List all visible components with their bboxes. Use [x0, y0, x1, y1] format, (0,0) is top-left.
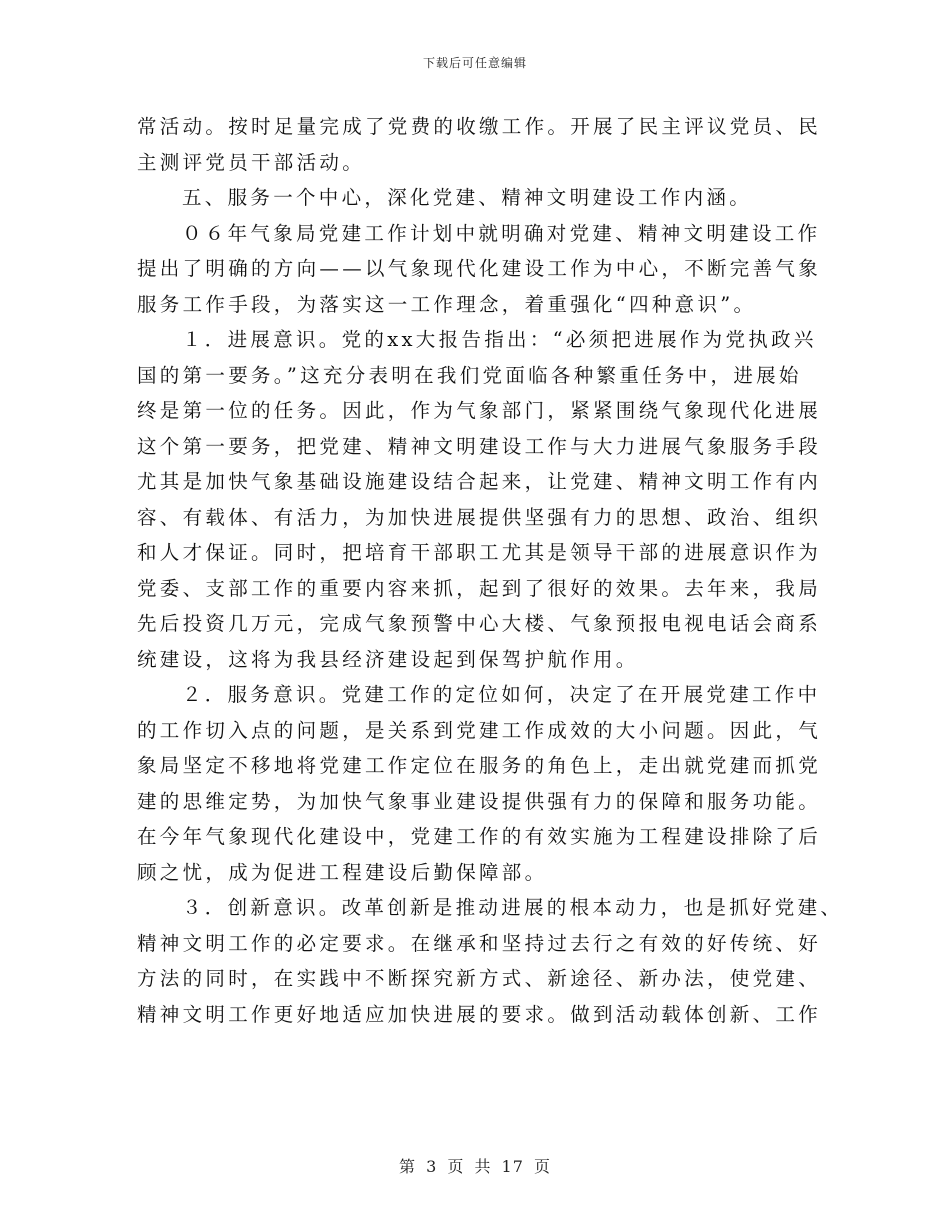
text-line: 服务工作手段，为落实这一工作理念，着重强化“四种意识”。	[137, 292, 757, 316]
text-line: 终是第一位的任务。因此，作为气象部门，紧紧围绕气象现代化进展	[137, 399, 822, 422]
text-line: ０６年气象局党建工作计划中就明确对党建、精神文明建设工作	[182, 221, 821, 245]
text-line: ３．创新意识。改革创新是推动进展的根本动力，也是抓好党建、	[182, 896, 844, 919]
text-line: 象局坚定不移地将党建工作定位在服务的角色上，走出就党建而抓党	[137, 754, 822, 777]
text-line: 主测评党员干部活动。	[137, 150, 366, 174]
text-line: 的工作切入点的问题，是关系到党建工作成效的大小问题。因此，气	[137, 718, 822, 742]
text-line: 统建设，这将为我县经济建设起到保驾护航作用。	[137, 647, 639, 671]
text-line: 这个第一要务，把党建、精神文明建设工作与大力进展气象服务手段	[137, 434, 822, 458]
text-line: １．进展意识。党的xx大报告指出：“必须把进展作为党执政兴	[182, 328, 817, 351]
text-line: 容、有载体、有活力，为加快进展提供坚强有力的思想、政治、组织	[137, 505, 822, 529]
page-footer-page-number: 第 3 页 共 17 页	[399, 1157, 551, 1176]
text-line: 先后投资几万元，完成气象预警中心大楼、气象预报电视电话会商系	[137, 612, 822, 635]
text-line: ２．服务意识。党建工作的定位如何，决定了在开展党建工作中	[182, 683, 821, 706]
text-line: 方法的同时，在实践中不断探究新方式、新途径、新办法，使党建、	[137, 967, 822, 990]
text-line: 五、服务一个中心，深化党建、精神文明建设工作内涵。	[182, 186, 753, 209]
text-line: 和人才保证。同时，把培育干部职工尤其是领导干部的进展意识作为	[137, 541, 822, 564]
text-line: 尤其是加快气象基础设施建设结合起来，让党建、精神文明工作有内	[137, 470, 822, 493]
document-body	[137, 109, 844, 1032]
page-header: 下载后可任意编辑	[422, 56, 527, 70]
text-line: 党委、支部工作的重要内容来抓，起到了很好的效果。去年来，我局	[137, 576, 822, 600]
text-line: 在今年气象现代化建设中，党建工作的有效实施为工程建设排除了后	[137, 825, 822, 848]
text-line: 提出了明确的方向——以气象现代化建设工作为中心，不断完善气象	[137, 257, 822, 280]
text-line: 精神文明工作更好地适应加快进展的要求。做到活动载体创新、工作	[137, 1002, 822, 1026]
text-line: 常活动。按时足量完成了党费的收缴工作。开展了民主评议党员、民	[137, 115, 822, 138]
text-line: 国的第一要务。”这充分表明在我们党面临各种繁重任务中，进展始	[137, 363, 802, 387]
text-line: 顾之忧，成为促进工程建设后勤保障部。	[137, 860, 548, 884]
text-line: 建的思维定势，为加快气象事业建设提供强有力的保障和服务功能。	[137, 789, 822, 813]
text-line: 精神文明工作的必定要求。在继承和坚持过去行之有效的好传统、好	[137, 931, 822, 955]
